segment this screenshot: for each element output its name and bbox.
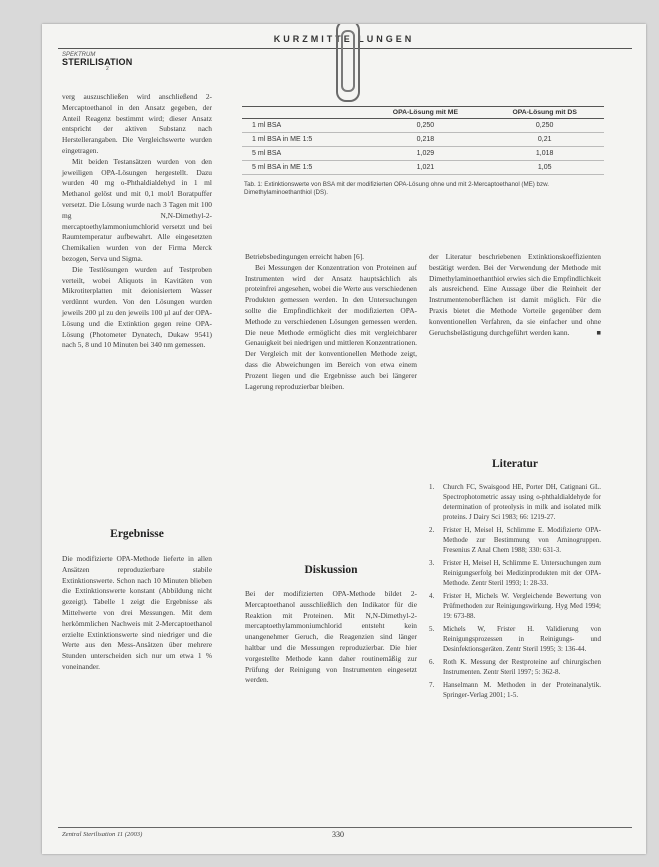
reference-item xyxy=(429,525,601,555)
logo-main-text: STERILISATION xyxy=(62,57,133,67)
reference-item xyxy=(429,558,601,588)
table-cell: 0,218 xyxy=(365,133,485,147)
paragraph xyxy=(429,252,601,338)
table-cell: 1,018 xyxy=(485,147,604,161)
column-a xyxy=(62,92,212,351)
column-c xyxy=(429,252,601,338)
table-row xyxy=(242,147,604,161)
column-b xyxy=(245,252,417,392)
discussion-text xyxy=(245,589,417,686)
reference-number: 7. xyxy=(429,681,435,689)
reference-text: Frister H, Meisel H, Schlimme E. Untersuchungen zum Reinigungserfolg bei Medizinprodukten mit der OPA-Methode. Zentr Steril 1993; 1: 28-33. xyxy=(443,559,601,587)
table-cell: 0,21 xyxy=(485,133,604,147)
paragraph: Die Testlösungen wurden auf Testproben verteilt, wobei Aliquots in Kavitäten von Mikrotiterplatten mit deionisiertem Wasser verdünnt wurden. Von den Lösungen wurden jeweils 200 µl zu den jeweils 100 µl auf der OPA-Lösung und die Extinktion gegen reine OPA-Lösung (Photometer Dynatech, Dukaw 9541) nach 5, 8 und 10 Minuten bei 340 nm gemessen. xyxy=(62,264,212,350)
paragraph: Bei Messungen der Konzentration von Proteinen auf Instrumenten wird der Ansatz hauptsächlich als proteinfrei angesehen, wobei die Werte aus verschiedenen Produkten gemessen werden. In den Untersuchungen sollte die Empfindlichkeit der modifizierten OPA-Methode zu verschiedenen Lösungen gemessen werden. Die neue Methode ermöglicht dies mit vergleichbarer Genauigkeit bei niedrigen und mittleren Konzentrationen. Der Vergleich mit der konventionellen Methode zeigt, dass die Abweichungen im Bereich von etwa einem Prozent liegen und die Ergebnisse auch bei längerer Lagerung reproduzierbar bleiben. xyxy=(245,262,417,391)
literature-heading: Literatur xyxy=(492,458,538,470)
end-mark-icon: ■ xyxy=(596,327,601,337)
reference-item xyxy=(429,624,601,654)
paragraph: Die modifizierte OPA-Methode lieferte in allen Ansätzen reproduzierbare stabile Extinktionswerte. Schon nach 10 Minuten blieben die Extinktionswerte konstant (Abbildung nicht gezeigt). Tabelle 1 zeigt die Ergebnisse als Mittelwerte von drei Messungen. Mit dem herkömmlichen Nachweis mit 2-Mercaptoethanol erzielte Extinktionswerte sind niedriger und die Werte aus den Mess-Ansätzen über mehrere Stunden unterscheiden sich nur um etwa 1 % voneinander. xyxy=(62,554,212,671)
page-number: 330 xyxy=(332,830,344,839)
reference-item xyxy=(429,591,601,621)
table-cell: 1,05 xyxy=(485,161,604,175)
table-cell: 0,250 xyxy=(485,119,604,133)
table-row xyxy=(242,119,604,133)
table-cell: 0,250 xyxy=(365,119,485,133)
results-text xyxy=(62,554,212,673)
table-1 xyxy=(242,106,604,198)
reference-list xyxy=(429,482,601,703)
table-row xyxy=(242,161,604,175)
table-cell: 5 ml BSA in ME 1:5 xyxy=(242,161,365,175)
reference-text: Hanselmann M. Methoden in der Proteinanalytik. Springer-Verlag 2001; 1-5. xyxy=(443,681,601,699)
table-header-cell: OPA-Lösung mit ME xyxy=(365,107,485,119)
paragraph-text: der Literatur beschriebenen Extinktionskoeffizienten bestätigt werden. Bei der Verwendung der Methode mit Dimethylaminoethanthiol erwies sich die Empfindlichkeit als ausreichend. Eine Aussage über die Reinheit der Instrumentenoberflächen ist damit möglich. Für die Praxis bietet die Methode Vorteile gegenüber dem konventionellen Verfahren, da sie einfacher und ohne Geruchsbelästigung durchgeführt werden kann. xyxy=(429,252,601,337)
footer-journal: Zentral Sterilisation 11 (2003) xyxy=(62,831,143,838)
discussion-heading: Diskussion xyxy=(304,564,358,576)
table-header-cell xyxy=(242,107,365,119)
paragraph: Betriebsbedingungen erreicht haben [6]. xyxy=(245,252,365,261)
table-row xyxy=(242,133,604,147)
reference-number: 2. xyxy=(429,526,435,534)
reference-item xyxy=(429,680,601,700)
table-cell: 1,021 xyxy=(365,161,485,175)
table-cell: 5 ml BSA xyxy=(242,147,365,161)
reference-number: 6. xyxy=(429,658,435,666)
reference-number: 5. xyxy=(429,625,435,633)
table-cell: 1 ml BSA xyxy=(242,119,365,133)
footer-rule xyxy=(58,827,632,828)
table-caption: Tab. 1: Extinktionswerte von BSA mit der modifizierten OPA-Lösung ohne und mit 2-Mercaptoethanol (ME) bzw. Dimethylaminoethanthiol (DS). xyxy=(244,181,549,197)
paragraph: Mit beiden Testansätzen wurden von den jeweiligen OPA-Lösungen hergestellt. Dazu wurden 40 mg o-Phthaldialdehyd in 1 ml Methanol gelöst und mit 0,1 mol/l Boratpuffer versetzt. Die Lösung wurde nach 3 Tagen mit 100 mg N,N-Dimethyl-2-mercaptoethylammoniumchlorid versetzt und bei Raumtemperatur aufbewahrt. Alle eingesetzten Chemikalien wurden von der Firma Merck bezogen, Serva und Sigma. xyxy=(62,156,212,263)
reference-text: Frister H, Meisel H, Schlimme E. Modifizierte OPA-Methode zur Bestimmung von Aminogruppen. Fresenius Z Anal Chem 1988; 330: 631-3. xyxy=(443,526,601,554)
running-header: KURZMITTEILUNGEN xyxy=(273,34,415,44)
paperclip-inner-icon xyxy=(341,30,355,92)
paragraph: verg auszuschließen wird anschließend 2-Mercaptoethanol in den Ansatz gegeben, der Anteil Reagenz bestimmt wird; dieser Ansatz entspricht der aktiven Substanz nach Herstellerangaben. Die Vergleichswerte wurden eingetragen. xyxy=(62,92,212,155)
table-header-row xyxy=(242,107,604,119)
reference-item xyxy=(429,482,601,522)
document-page xyxy=(42,24,646,854)
reference-number: 3. xyxy=(429,559,435,567)
section-logo xyxy=(62,52,132,72)
logo-small-text: SPEKTRUM xyxy=(62,52,96,58)
reference-number: 4. xyxy=(429,592,435,600)
reference-number: 1. xyxy=(429,483,435,491)
reference-text: Frister H, Michels W. Vergleichende Bewertung von Prüfmethoden zur Reinigungswirkung. Hyg Med 1994; 19: 673-88. xyxy=(443,592,601,620)
reference-text: Michels W, Frister H. Validierung von Reinigungsprozessen in Reinigungs- und Desinfektionsgeräten. Zentr Steril 1995; 3: 136-44. xyxy=(443,625,601,653)
reference-text: Roth K. Messung der Restproteine auf chirurgischen Instrumenten. Zentr Steril 1997; 5: 362-8. xyxy=(443,658,601,676)
table-cell: 1,029 xyxy=(365,147,485,161)
reference-item xyxy=(429,657,601,677)
data-table xyxy=(242,107,604,175)
results-heading: Ergebnisse xyxy=(110,528,164,540)
logo-number: 2 xyxy=(106,66,109,72)
table-cell: 1 ml BSA in ME 1:5 xyxy=(242,133,365,147)
table-header-cell: OPA-Lösung mit DS xyxy=(485,107,604,119)
reference-text: Church FC, Swaisgood HE, Porter DH, Catignani GL. Spectrophotometric assay using o-phthaldialdehyde for determination of proteolysis in milk and isolated milk proteins. J Dairy Sci 1983; 66: 1219-27. xyxy=(443,483,601,521)
paragraph: Bei der modifizierten OPA-Methode bildet 2-Mercaptoethanol ausschließlich den Indikator für die Reaktion mit Proteinen. Mit N,N-Dimethyl-2-mercaptoethylammoniumchlorid entsteht kein unangenehmer Geruch, die Reagenzien sind länger haltbar und die Messungen reproduzierbar. Die hier vorgestellte Methode kann daher routinemäßig zur Prüfung der Reinigung von Instrumenten eingesetzt werden. xyxy=(245,589,417,685)
